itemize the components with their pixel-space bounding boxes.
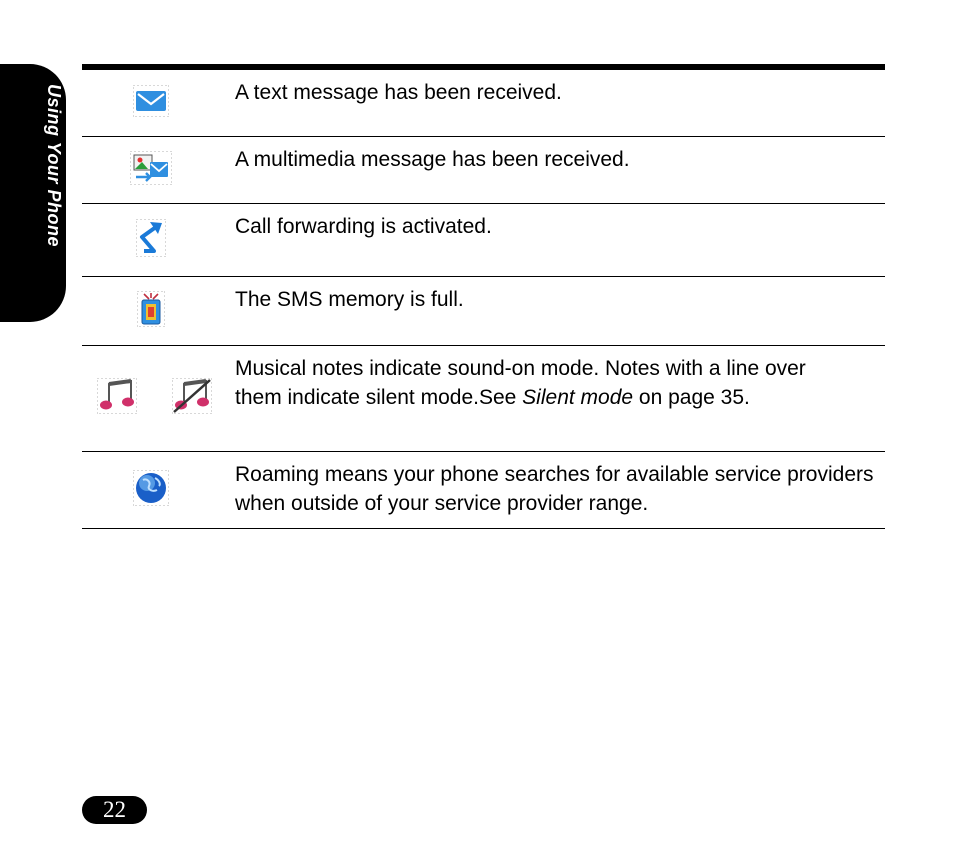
call-forward-arrow-icon (136, 219, 166, 257)
page-number: 22 (82, 796, 147, 824)
silent-mode-notes-icon (172, 378, 212, 414)
multimedia-message-icon (130, 151, 172, 185)
row-text: A text message has been received. (235, 81, 562, 104)
row-text-part: on page 35. (633, 386, 750, 409)
table-row (82, 204, 885, 277)
row-text: The SMS memory is full. (235, 288, 464, 311)
sms-memory-full-icon (137, 291, 165, 327)
side-tab-label: Using Your Phone (44, 84, 64, 248)
row-text: Roaming means your phone searches for available service providers when outside of your service provider range. (235, 463, 874, 515)
row-text: A multimedia message has been received. (235, 148, 630, 171)
globe-roaming-icon (133, 470, 169, 506)
envelope-icon (133, 85, 169, 117)
table-row (82, 137, 885, 204)
table-row (82, 277, 885, 346)
row-text: Call forwarding is activated. (235, 215, 492, 238)
table-row (82, 70, 885, 137)
side-tab (0, 64, 66, 322)
table-row (82, 452, 885, 529)
table-row (82, 346, 885, 452)
row-text-part: Musical notes indicate sound-on mode. Notes with a line over them indicate silent mode.See (235, 357, 806, 409)
sound-on-notes-icon (97, 378, 137, 414)
silent-mode-link[interactable]: Silent mode (522, 386, 634, 409)
row-text (235, 354, 845, 412)
